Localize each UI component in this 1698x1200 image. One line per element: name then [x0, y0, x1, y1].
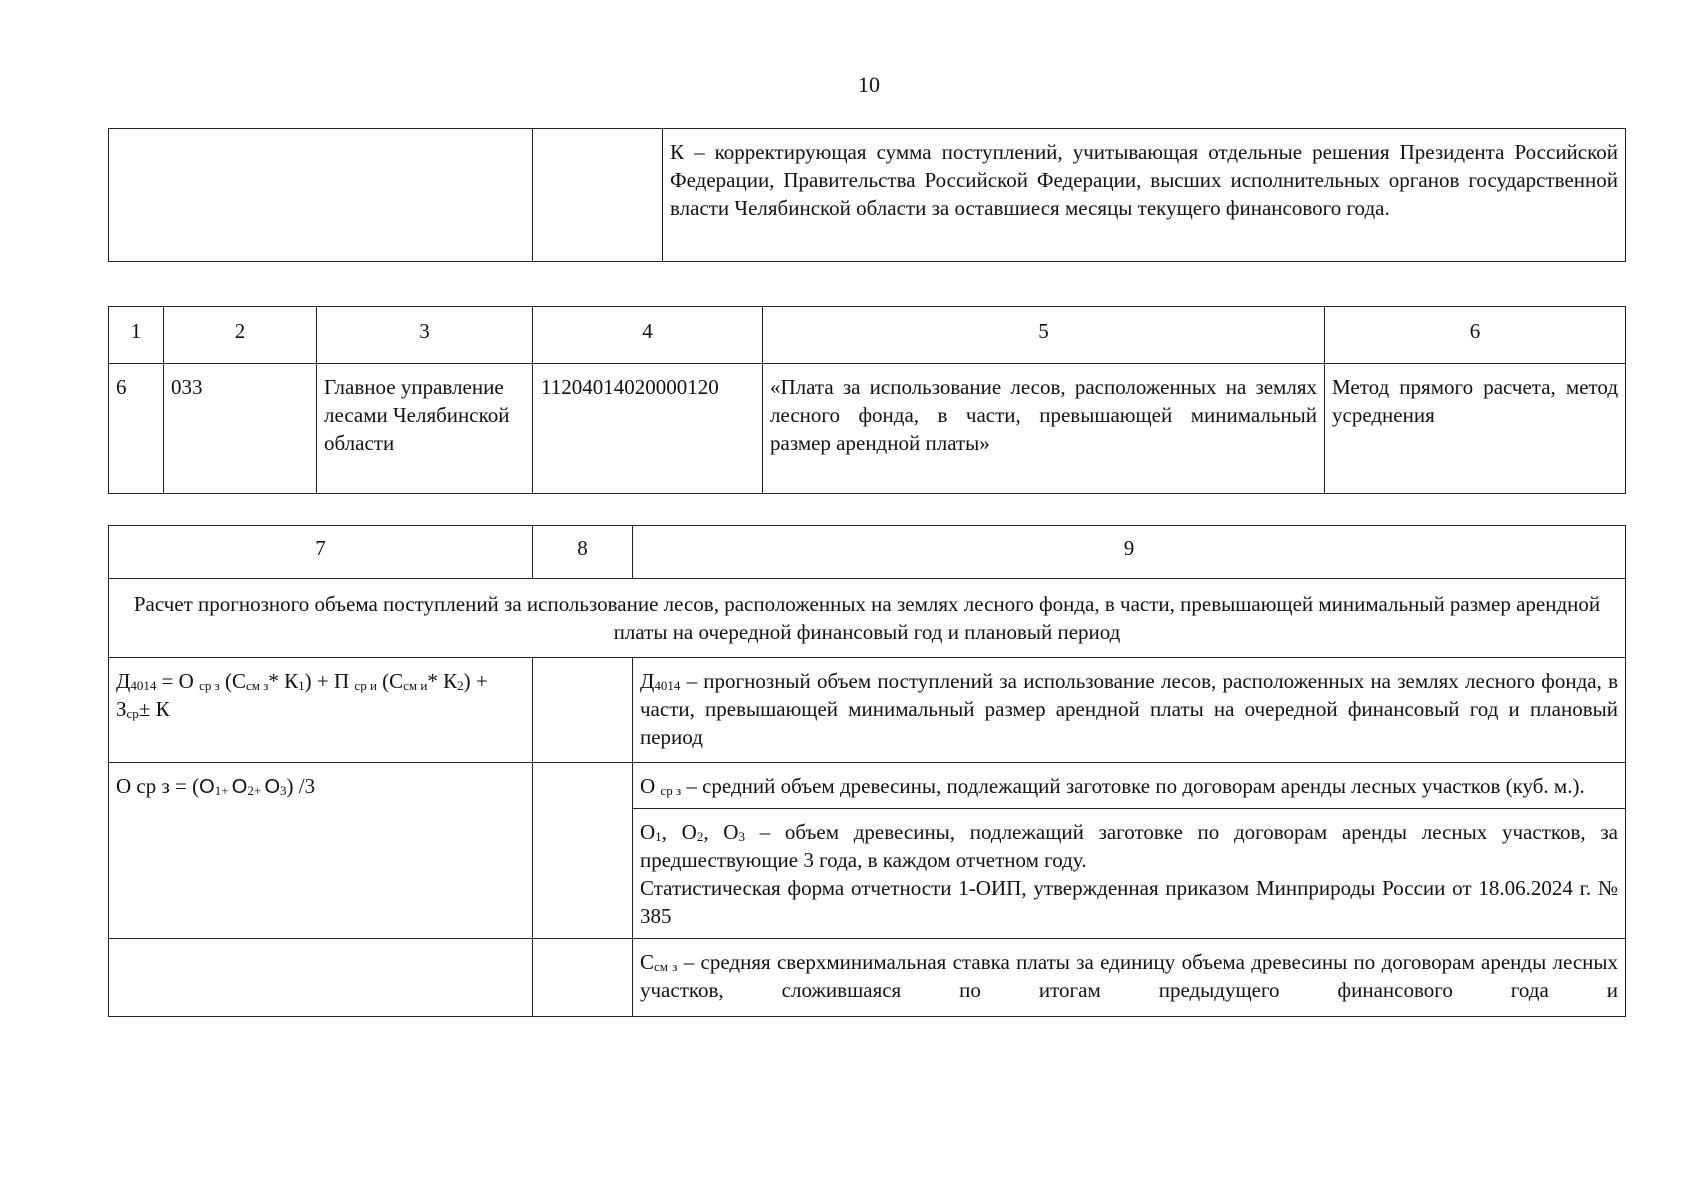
formula-k1: * К	[268, 669, 299, 693]
budget-classification-code: 11204014020000120	[533, 364, 763, 494]
c-rate-definition	[633, 939, 1626, 1017]
o123-o2-sub: 2	[696, 829, 704, 844]
row-number: 6	[109, 364, 164, 494]
empty-cell	[533, 658, 633, 763]
def-d: Д	[640, 669, 655, 693]
administrator-name: Главное управление лесами Челябинской области	[317, 364, 533, 494]
o-def-symbol: О	[640, 774, 661, 798]
empty-cell	[109, 129, 533, 262]
formula-plus-z: ) + З	[116, 669, 488, 721]
o-plus1: +	[221, 783, 232, 798]
column-header-7: 7	[109, 526, 533, 579]
o-average-definition	[633, 763, 1626, 809]
calculation-title: Расчет прогнозного объема поступлений за использование лесов, расположенных на землях лесного фонда, в части, превышающей минимальный размер арендной платы на очередной финансовый год и плановый период	[109, 579, 1626, 658]
o3-sub: 3	[280, 783, 287, 798]
main-formula-definition	[633, 658, 1626, 763]
continuation-table	[108, 128, 1626, 262]
formula-plus-p: ) + П	[304, 669, 355, 693]
header-row	[109, 307, 1626, 364]
table-row	[109, 364, 1626, 494]
empty-cell	[533, 939, 633, 1017]
def-d-text: – прогнозный объем поступлений за использование лесов, расположенных на землях лесного фонда, в части, превышающей минимальный размер арендной платы на очередной финансовый год и плановый период	[640, 669, 1618, 749]
header-row	[109, 526, 1626, 579]
o123-o2: , О	[661, 820, 697, 844]
o-average-formula	[109, 763, 533, 939]
o123-definition	[633, 809, 1626, 939]
formula-z-sub: ср	[126, 706, 139, 721]
o123-o1: О	[640, 820, 656, 844]
formula-k2: * К	[427, 669, 458, 693]
o-def-text: – средний объем древесины, подлежащий заготовке по договорам аренды лесных участков (куб. м.).	[681, 774, 1585, 798]
empty-cell	[109, 939, 533, 1017]
formula-paren1: (С	[219, 669, 246, 693]
c-sub: см з	[654, 959, 678, 974]
o-formula-right: ) /3	[286, 774, 316, 798]
o123-o3-sub: 3	[738, 829, 745, 844]
column-header-6: 6	[1325, 307, 1626, 364]
def-d-sub: 4014	[654, 678, 681, 693]
column-header-9: 9	[633, 526, 1626, 579]
calculation-table	[108, 525, 1626, 1017]
table-row	[109, 939, 1626, 1017]
o1-sub: 1	[214, 783, 222, 798]
o123-o1-sub: 1	[655, 829, 662, 844]
formula-d: Д	[116, 669, 131, 693]
formula-o-sub: ср з	[199, 678, 220, 693]
formula-k1-sub: 1	[298, 678, 305, 693]
o123-source: Статистическая форма отчетности 1-ОИП, утвержденная приказом Минприроды России от 18.06.2024 г. № 385	[640, 876, 1618, 928]
column-header-2: 2	[164, 307, 317, 364]
revenue-description: «Плата за использование лесов, расположенных на землях лесного фонда, в части, превышающей минимальный размер арендной платы»	[763, 364, 1325, 494]
o-formula-left: О ср з = (	[116, 774, 200, 798]
column-header-4: 4	[533, 307, 763, 364]
page-number: 10	[858, 72, 880, 97]
o-def-sub: ср з	[660, 783, 682, 798]
c-symbol: С	[640, 950, 655, 974]
table-row	[109, 579, 1626, 658]
column-header-8: 8	[533, 526, 633, 579]
formula-d-sub: 4014	[130, 678, 157, 693]
empty-cell	[533, 763, 633, 939]
formula-c-sub2: см и	[403, 678, 428, 693]
formula-c-sub1: см з	[246, 678, 269, 693]
empty-cell	[533, 129, 663, 262]
administrator-code: 033	[164, 364, 317, 494]
formula-k2-sub: 2	[457, 678, 464, 693]
o-plus2: +	[253, 783, 265, 798]
k-definition: К – корректирующая сумма поступлений, учитывающая отдельные решения Президента Российской Федерации, Правительства Российской Федерации, высших исполнительных органов государственной власти Челябинской области за оставшиеся месяцы текущего финансового года.	[663, 129, 1626, 262]
revenue-source-table	[108, 306, 1626, 494]
main-formula	[109, 658, 533, 763]
formula-eq: = О	[156, 669, 200, 693]
table-row	[109, 129, 1626, 262]
formula-p-sub: ср и	[354, 678, 377, 693]
column-header-3: 3	[317, 307, 533, 364]
calculation-method: Метод прямого расчета, метод усреднения	[1325, 364, 1626, 494]
table-row	[109, 658, 1626, 763]
o123-text: – объем древесины, подлежащий заготовке по договорам аренды лесных участков, за предшествующие 3 года, в каждом отчетном году.	[640, 820, 1618, 872]
column-header-5: 5	[763, 307, 1325, 364]
table-row	[109, 763, 1626, 809]
o123-o3: , О	[703, 820, 739, 844]
o2-sub: 2	[247, 783, 254, 798]
o1-symbol: О	[199, 776, 215, 798]
o3-symbol: О	[264, 776, 280, 798]
o2-symbol: О	[231, 776, 248, 798]
formula-paren2: (С	[376, 669, 404, 693]
column-header-1: 1	[109, 307, 164, 364]
c-def-text: – средняя сверхминимальная ставка платы за единицу объема древесины по договорам аренды лесных участков, сложившаяся по итогам предыдущего финансового года и	[640, 950, 1618, 1002]
formula-tail: ± К	[138, 697, 170, 721]
